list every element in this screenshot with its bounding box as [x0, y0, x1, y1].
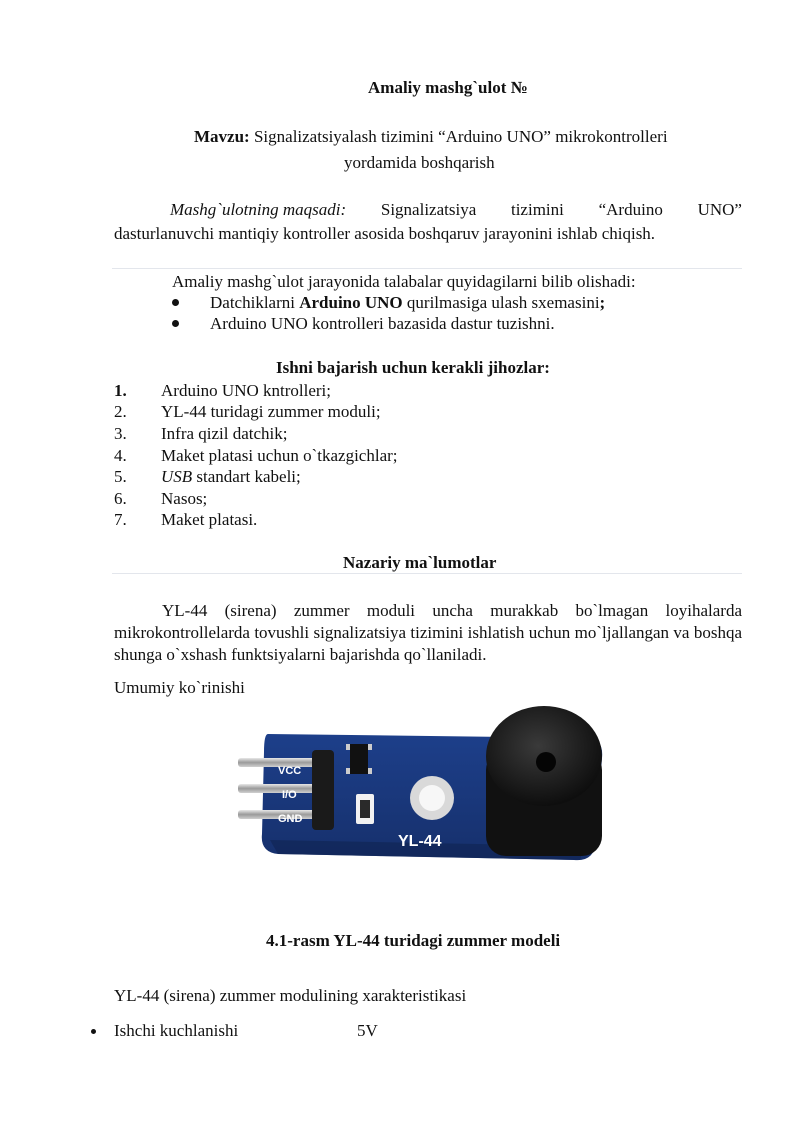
- overview-label: Umumiy ko`rinishi: [114, 678, 245, 697]
- learn-bullet-1-bold: Arduino UNO: [299, 293, 403, 312]
- purpose-line-2: dasturlanuvchi mantiqiy kontroller asosida boshqaruv jarayonini ishlab chiqish.: [114, 224, 656, 243]
- bullet-icon: [172, 299, 179, 306]
- purpose-line-1: [170, 200, 742, 220]
- list-item: YL-44 turidagi zummer moduli;: [161, 402, 381, 421]
- pin-label-vcc: VCC: [278, 765, 302, 777]
- topic-text-1: Signalizatsiyalash tizimini “Arduino UNO” mikrokontrolleri: [253, 127, 668, 146]
- learn-bullet-2: Arduino UNO kontrolleri bazasida dastur tuzishni.: [210, 314, 555, 333]
- equipment-heading: Ishni bajarish uchun kerakli jihozlar:: [276, 358, 550, 377]
- list-item-text: standart kabeli;: [192, 467, 301, 486]
- topic-label: Mavzu:: [194, 127, 250, 146]
- learn-bullet-1-post: qurilmasiga ulash sxemasini: [402, 293, 600, 312]
- purpose-word: “Arduino: [598, 200, 663, 219]
- page-title: Amaliy mashg`ulot №: [368, 78, 528, 97]
- divider: [112, 268, 742, 269]
- purpose-word: tizimini: [510, 200, 564, 219]
- spec-value: 5V: [357, 1021, 378, 1040]
- board-label: YL-44: [398, 833, 442, 850]
- list-item-number: 2.: [114, 402, 127, 421]
- pin-label-io: I/O: [282, 789, 297, 801]
- bullet-icon: [172, 320, 179, 327]
- learn-intro: Amaliy mashg`ulot jarayonida talabalar quyidagilarni bilib olishadi:: [172, 272, 636, 291]
- learn-bullet-1: [210, 293, 605, 313]
- learn-bullet-1-end: ;: [599, 293, 606, 312]
- spec-label: Ishchi kuchlanishi: [114, 1021, 239, 1040]
- purpose-label: Mashg`ulotning maqsadi:: [170, 200, 347, 219]
- learn-bullet-1-pre: Datchiklarni: [210, 293, 300, 312]
- divider: [112, 573, 742, 574]
- list-item: Arduino UNO kntrolleri;: [161, 381, 331, 400]
- purpose-word: UNO”: [697, 200, 742, 219]
- list-item: Infra qizil datchik;: [161, 424, 288, 443]
- purpose-word: Signalizatsiya: [380, 200, 477, 219]
- pin-label-gnd: GND: [278, 813, 303, 825]
- list-item: Maket platasi.: [161, 510, 258, 529]
- list-item-number: 5.: [114, 467, 127, 486]
- list-item-number: 7.: [114, 510, 127, 529]
- list-item-number: 1.: [114, 381, 127, 400]
- list-item-number: 4.: [114, 446, 127, 465]
- theory-heading: Nazariy ma`lumotlar: [343, 553, 497, 572]
- bullet-icon: [91, 1029, 96, 1034]
- topic-line-2: yordamida boshqarish: [344, 153, 495, 172]
- theory-paragraph: YL-44 (sirena) zummer moduli uncha murakkab bo`lmagan loyihalarda mikrokontrollelarda tovushli signalizatsiya tizimini ishlatish uchun mo`ljallangan va boshqa shunga o`xshash funktsiyalarni bajarishda qo`llaniladi.: [114, 601, 742, 664]
- figure-caption: 4.1-rasm YL-44 turidagi zummer modeli: [266, 931, 561, 950]
- list-item: Maket platasi uchun o`tkazgichlar;: [161, 446, 398, 465]
- list-item-italic: USB: [161, 467, 193, 486]
- specs-heading: YL-44 (sirena) zummer modulining xarakteristikasi: [114, 986, 467, 1005]
- list-item: [161, 467, 301, 487]
- list-item: Nasos;: [161, 489, 208, 508]
- list-item-number: 3.: [114, 424, 127, 443]
- buzzer-module-image: [234, 692, 610, 878]
- list-item-number: 6.: [114, 489, 127, 508]
- topic-line-1: [194, 127, 668, 147]
